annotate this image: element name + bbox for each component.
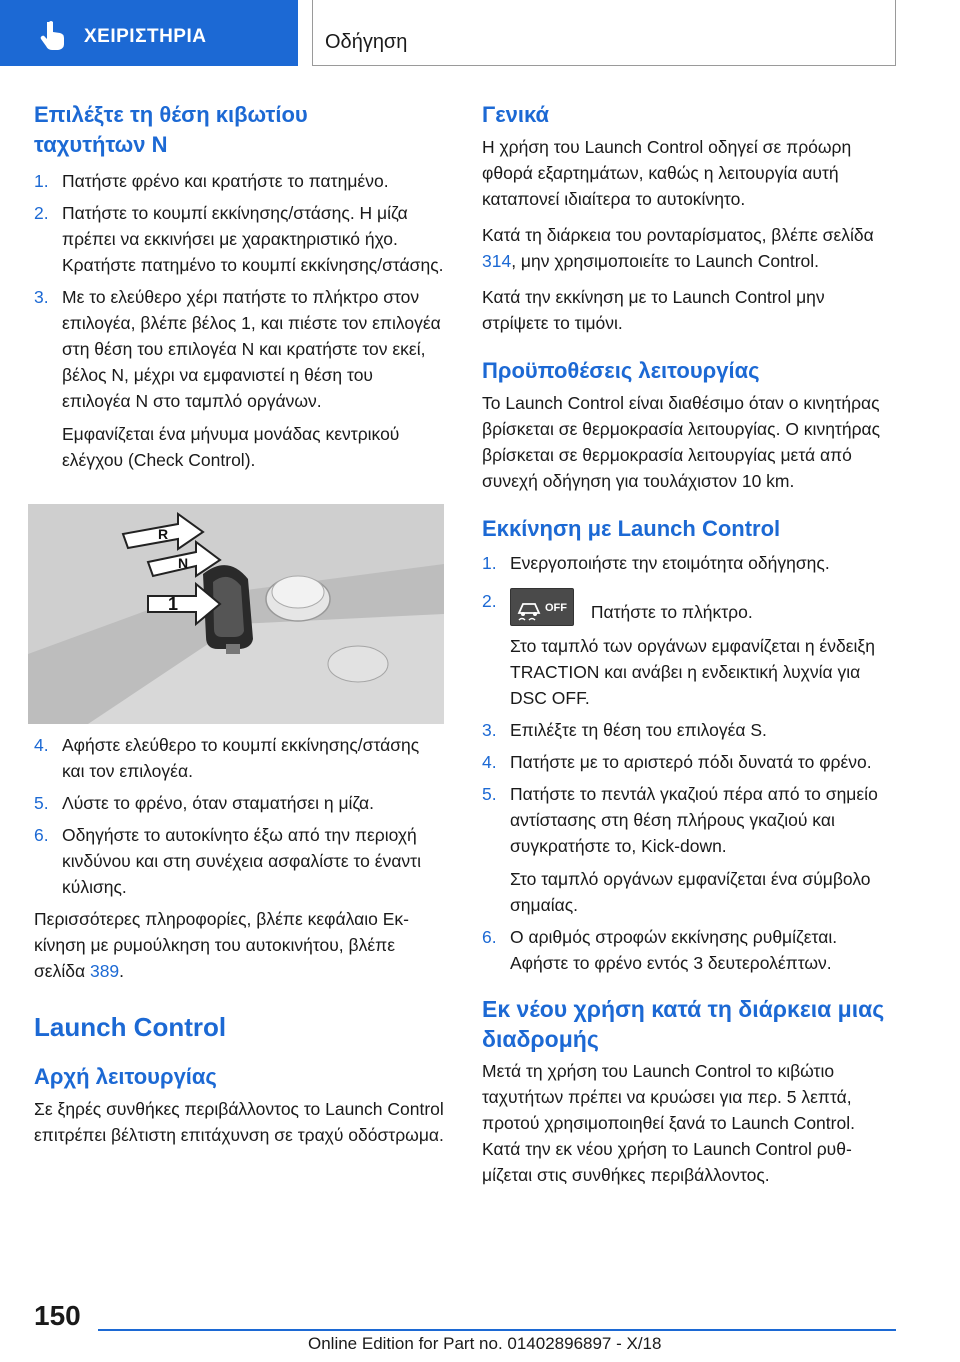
step-text: Ο αριθμός στροφών εκκίνησης ρυθμίζεται. Αφήστε το φρένο εντός 3 δευτερολέπτων. <box>510 927 838 973</box>
general-paragraph-1: Η χρήση του Launch Control οδηγεί σε πρόωρη φθορά εξαρτημάτων, καθώς η λειτουργία αυτή καταπονεί ιδιαίτερα το αυτοκίνητο. <box>482 137 852 209</box>
step-text: Πατήστε το πλήκτρο. <box>590 602 753 622</box>
step-number: 6. <box>34 825 49 845</box>
step-text: Πατήστε φρένο και κρατήστε το πατημένο. <box>62 171 389 191</box>
footer-edition: Online Edition for Part no. 01402896897 - X/18 <box>308 1334 662 1353</box>
step-number: 4. <box>482 752 497 772</box>
step-text: Με το ελεύθερο χέρι πατήστε το πλήκτρο στον επιλογέα, βλέπε βέλος 1, και πιέστε τον επιλογέα στη θέση του επιλογέα N και κρατήστε τον εκεί, βέλος N, μέχρι να εμφανιστεί η θέση του επιλογέα N στο ταμπλό οργάνων. <box>62 287 441 411</box>
page-number: 150 <box>34 1300 81 1331</box>
left-column <box>34 100 446 479</box>
list-item <box>34 790 446 816</box>
principle-text: Σε ξηρές συνθήκες περιβάλλοντος το Launch Control επιτρέπει βέλτιστη επιτάχυνση σε τραχύ οδόστρωμα. <box>34 1099 444 1145</box>
right-column <box>482 100 894 1188</box>
start-heading: Εκκίνηση με Launch Control <box>482 516 781 541</box>
step-note: Στο ταμπλό των οργάνων εμφανίζεται η ένδειξη TRACTION και ανάβει η ενδεικτική λυχνία για DSC OFF. <box>510 636 875 708</box>
step-text: Οδηγήστε το αυτοκίνητο έξω από την περιοχή κινδύνου και στη συνέχεια ασφαλίστε το έναντι κύλισης. <box>62 825 421 897</box>
step-text: Λύστε το φρένο, όταν σταματήσει η μίζα. <box>62 793 374 813</box>
step-text: Αφήστε ελεύθερο το κουμπί εκκίνησης/στάσης και τον επιλογέα. <box>62 735 420 781</box>
launch-control-title: Launch Control <box>34 1012 227 1042</box>
list-item <box>482 588 894 711</box>
page-header <box>0 0 960 66</box>
page-link-389[interactable]: 389 <box>89 961 120 981</box>
step-text: Πατήστε το πεντάλ γκαζιού πέρα από το σημείο αντίστασης στη θέση πλήρους γκαζιού και συγκρατήστε το, Kick-down. <box>510 784 878 856</box>
list-item <box>34 732 446 784</box>
step-note: Εμφανίζεται ένα μήνυμα μονάδας κεντρικού ελέγχου (Check Control). <box>62 424 400 470</box>
step-number: 6. <box>482 927 497 947</box>
arrow-r-label: R <box>158 526 169 542</box>
step-text: Επιλέξτε τη θέση του επιλογέα S. <box>510 720 767 740</box>
step-number: 2. <box>482 591 497 611</box>
manual-tab[interactable] <box>0 0 298 66</box>
step-number: 3. <box>34 287 49 307</box>
general-paragraph-3: Κατά την εκκίνηση με το Launch Control μην στρίψετε το τιμόνι. <box>482 287 825 333</box>
page-link-314[interactable]: 314 <box>482 251 512 271</box>
gear-selector-figure <box>28 504 444 724</box>
list-item <box>34 168 446 194</box>
more-info-text: Περισσότερες πληροφορίες, βλέπε κεφάλαιο Εκκίνηση με ρυμούλκηση του αυτοκινήτου, βλέπε σελίδα <box>34 909 409 981</box>
general-heading: Γενικά <box>482 102 550 127</box>
step-number: 4. <box>34 735 49 755</box>
list-item <box>482 749 894 775</box>
more-info-end: . <box>119 961 125 981</box>
steps-list-2 <box>34 732 446 900</box>
list-item <box>482 717 894 743</box>
prerequisites-text: Το Launch Control είναι διαθέσιμο όταν ο κινητήρας βρίσκεται σε θερμοκρασία λειτουργίας. Ο κινητήρας βρίσκεται σε θερμοκρασία λειτουργίας μετά από συνεχή οδήγηση για τουλάχιστον 10 km. <box>482 393 881 491</box>
dsc-off-icon <box>510 588 574 626</box>
list-item <box>34 200 446 278</box>
step-text: Πατήστε το κουμπί εκκίνησης/στάσης. Η μίζα πρέπει να εκκινήσει με χαρακτηριστικό ήχο. Κρατήστε πατημένο το κουμπί εκκίνησης/στάσης. <box>62 203 444 275</box>
more-info-paragraph <box>34 906 446 984</box>
left-column-lower <box>34 732 446 1148</box>
step-number: 5. <box>482 784 497 804</box>
section-tab[interactable] <box>312 0 896 66</box>
step-number: 1. <box>34 171 49 191</box>
general-p2-text: Κατά τη διάρκεια του ρονταρίσματος, βλέπε σελίδα <box>482 225 874 245</box>
list-item <box>482 781 894 918</box>
reuse-text: Μετά τη χρήση του Launch Control το κιβώτιο ταχυτήτων πρέπει να κρυώσει για περ. 5 λεπτά, προτού χρησιμοποιηθεί ξανά το Launch Control. Κατά την εκ νέου χρήση το Launch Control ρυθμίζεται στις συνθήκες περιβάλλοντος. <box>482 1061 855 1185</box>
list-item <box>34 822 446 900</box>
step-number: 3. <box>482 720 497 740</box>
general-paragraph-2 <box>482 222 894 274</box>
prerequisites-heading: Προϋποθέσεις λειτουργίας <box>482 358 760 383</box>
gear-selector-illustration <box>28 504 444 724</box>
dsc-off-text: OFF <box>545 602 567 614</box>
list-item <box>482 924 894 976</box>
pointing-hand-icon <box>40 20 68 50</box>
step-text: Πατήστε με το αριστερό πόδι δυνατά το φρένο. <box>510 752 872 772</box>
reuse-heading: Εκ νέου χρήση κατά τη διάρκεια μιας διαδρομής <box>482 996 885 1052</box>
general-p2-end: , μην χρησιμοποιείτε το Launch Control. <box>511 251 820 271</box>
arrow-1-label: 1 <box>168 594 179 614</box>
heading-select-n: Επιλέξτε τη θέση κιβωτίου ταχυτήτων N <box>34 102 308 157</box>
principle-heading: Αρχή λειτουργίας <box>34 1064 217 1089</box>
section-tab-label: Οδήγηση <box>325 31 408 53</box>
step-note: Στο ταμπλό οργάνων εμφανίζεται ένα σύμβολο σημαίας. <box>510 869 871 915</box>
footer-divider <box>98 1329 896 1331</box>
start-steps-list <box>482 550 894 976</box>
list-item <box>482 550 894 576</box>
steps-list-1 <box>34 168 446 473</box>
manual-tab-label: ΧΕΙΡΙΣΤΗΡΙΑ <box>84 26 207 47</box>
step-text: Ενεργοποιήστε την ετοιμότητα οδήγησης. <box>510 553 830 573</box>
step-number: 5. <box>34 793 49 813</box>
step-number: 1. <box>482 553 497 573</box>
list-item <box>34 284 446 473</box>
step-number: 2. <box>34 203 49 223</box>
arrow-n-label: N <box>178 555 189 571</box>
